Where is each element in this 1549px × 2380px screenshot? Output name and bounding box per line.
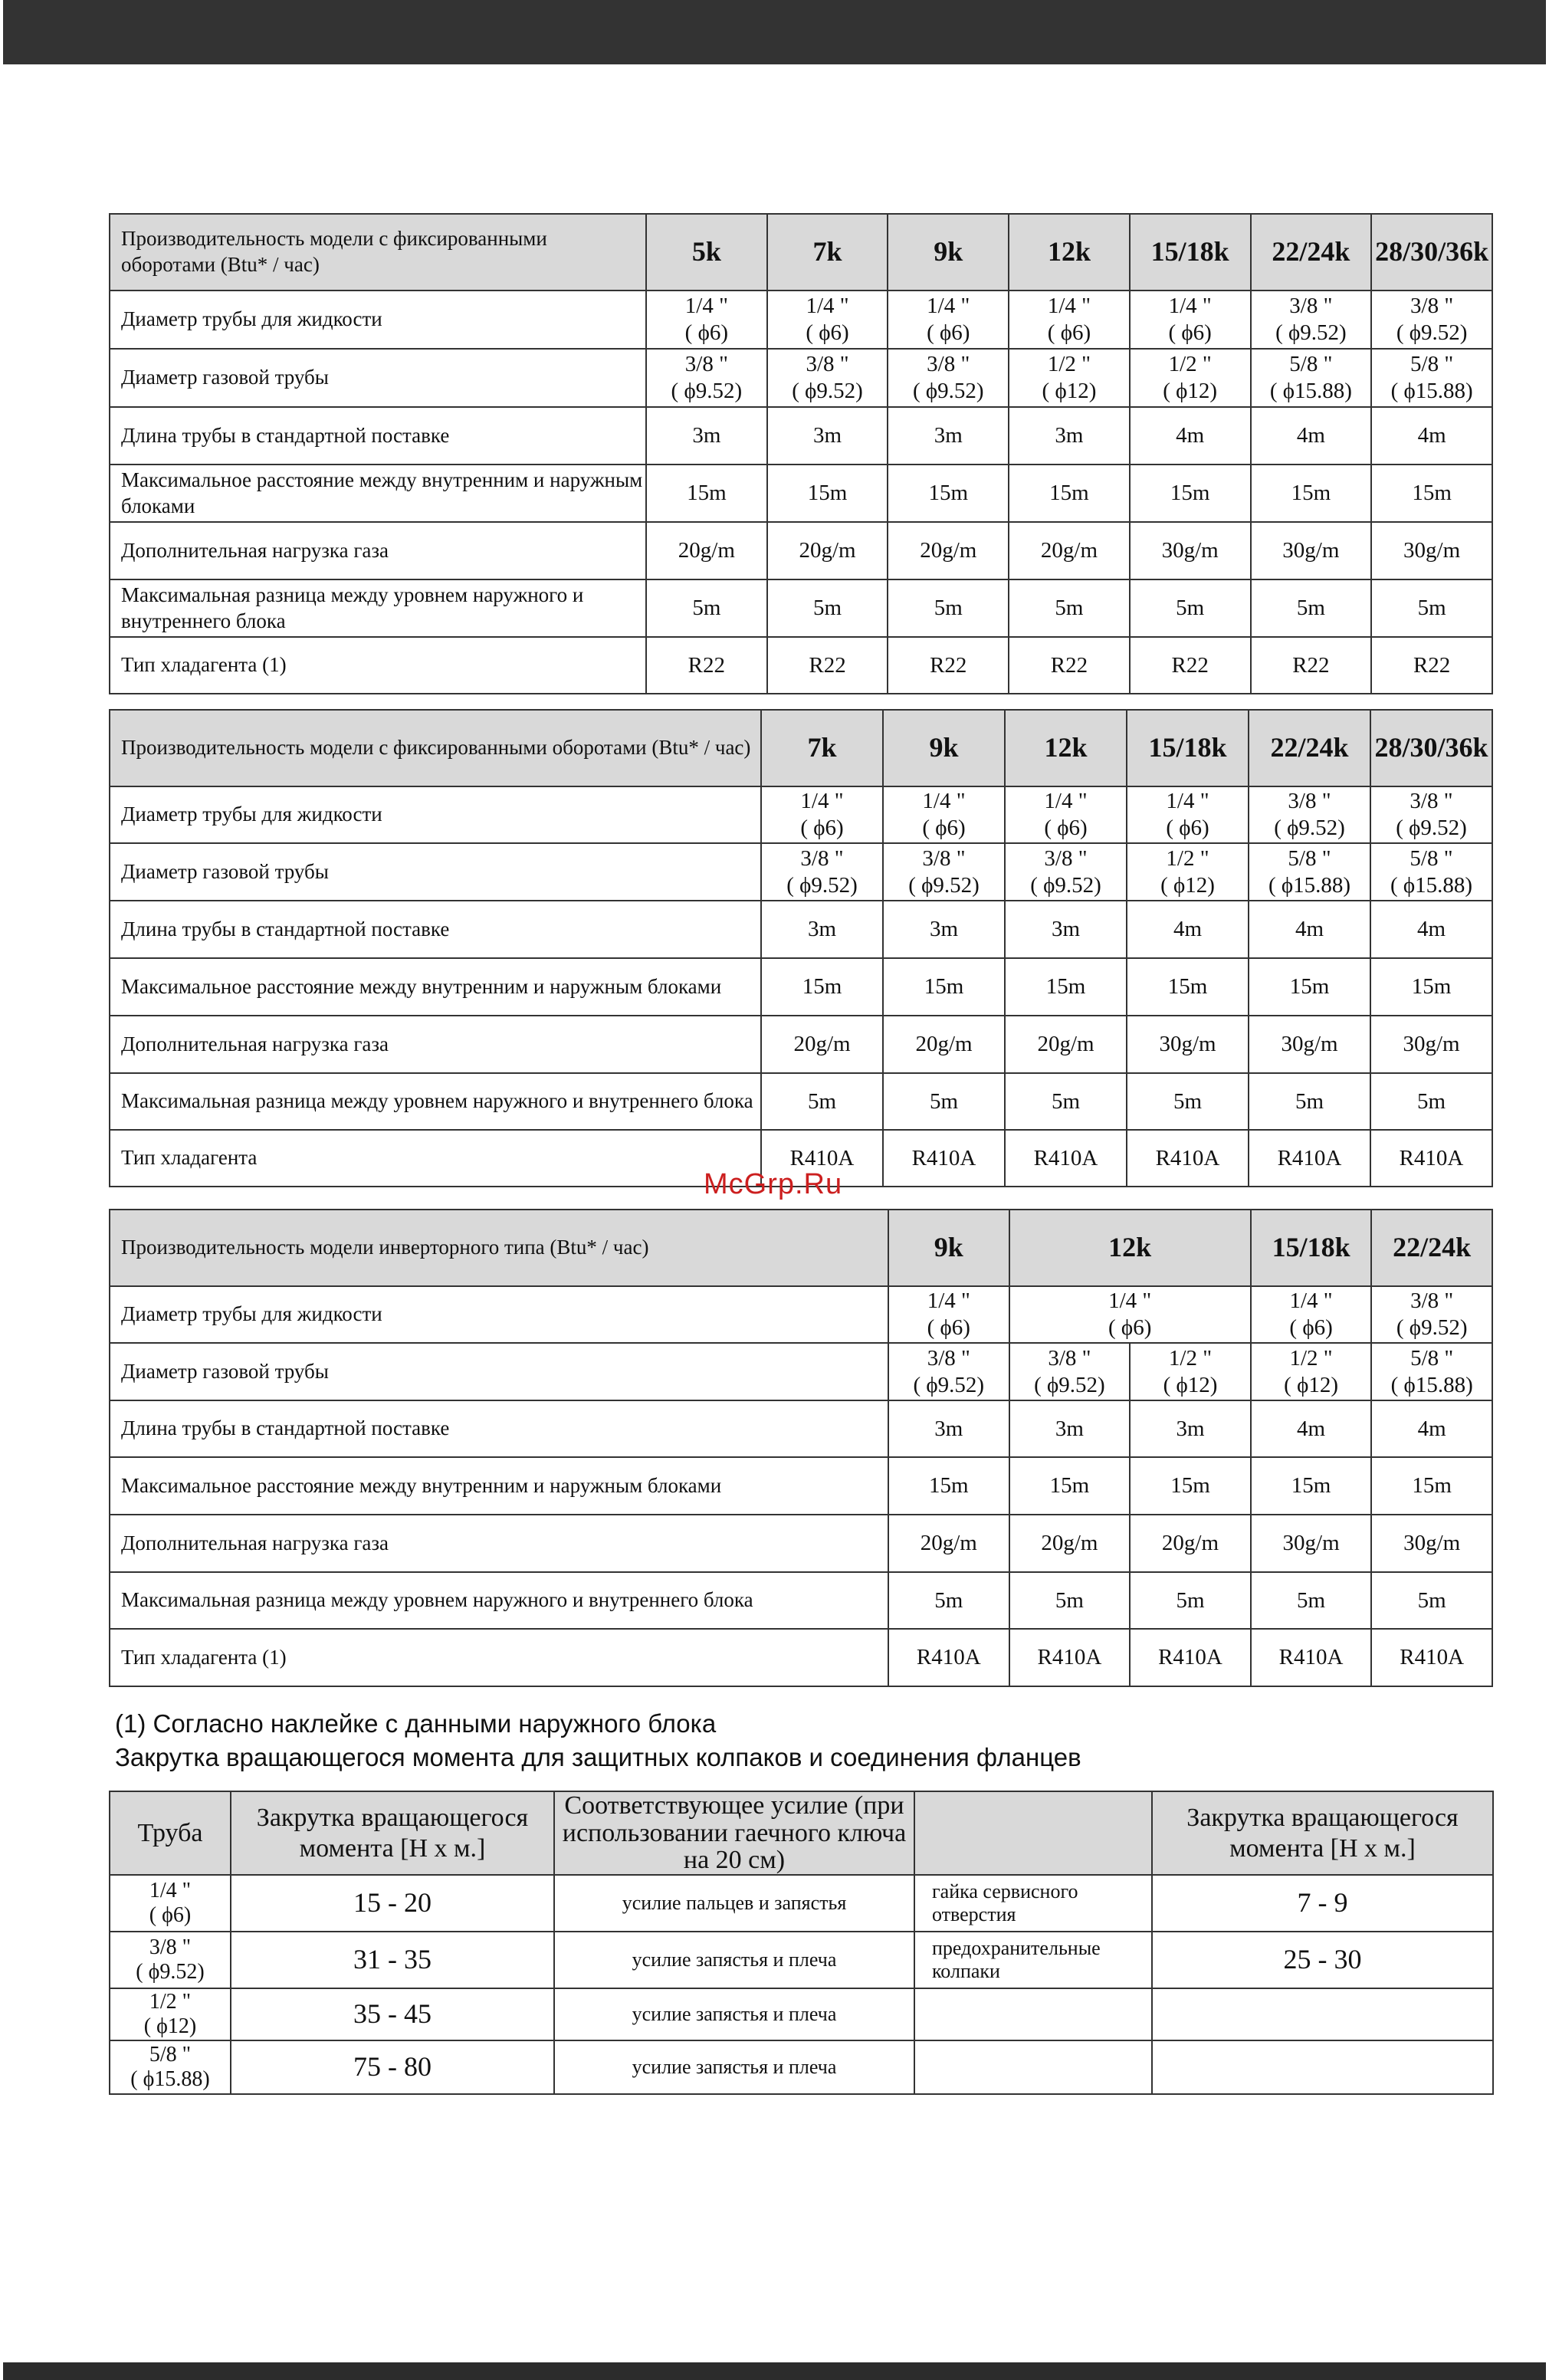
cell: R410A bbox=[1130, 1629, 1251, 1686]
model-15-18k: 15/18k bbox=[1251, 1210, 1372, 1286]
torque-value-2 bbox=[1152, 1988, 1493, 2040]
force-value: усилие пальцев и запястья bbox=[554, 1875, 914, 1932]
model-9k: 9k bbox=[888, 1210, 1009, 1286]
row-label: Дополнительная нагрузка газа bbox=[110, 1016, 761, 1073]
cell: R22 bbox=[1130, 637, 1251, 694]
cell: 3/8 " ( ϕ9.52) bbox=[1251, 291, 1372, 349]
cell: 1/4 " ( ϕ6) bbox=[1130, 291, 1251, 349]
table-row bbox=[110, 2040, 1493, 2094]
cell: 15m bbox=[888, 1457, 1009, 1515]
table-header-row bbox=[110, 214, 1492, 291]
cell: 20g/m bbox=[1009, 1515, 1131, 1572]
model-12k: 12k bbox=[1009, 214, 1130, 291]
row-label: Диаметр газовой трубы bbox=[110, 1343, 888, 1400]
table-row bbox=[110, 637, 1492, 694]
row-label: Длина трубы в стандартной поставке bbox=[110, 1400, 888, 1457]
row-label: Тип хладагента bbox=[110, 1130, 761, 1187]
force-value: усилие запястья и плеча bbox=[554, 1932, 914, 1988]
cell: 3m bbox=[1009, 1400, 1131, 1457]
cell: 3/8 " ( ϕ9.52) bbox=[1371, 291, 1492, 349]
model-22-24k: 22/24k bbox=[1251, 214, 1372, 291]
cell: 4m bbox=[1127, 901, 1249, 958]
row-label: Максимальное расстояние между внутренним и наружным блоками bbox=[110, 958, 761, 1016]
cell: 3/8 " ( ϕ9.52) bbox=[888, 349, 1009, 407]
cell: 1/4 " ( ϕ6) bbox=[1251, 1286, 1372, 1343]
cell: R22 bbox=[1251, 637, 1372, 694]
table-row bbox=[110, 843, 1492, 901]
table-row bbox=[110, 1932, 1493, 1988]
cell: 3m bbox=[1005, 901, 1127, 958]
row-label: Максимальное расстояние между внутренним и наружным блоками bbox=[110, 465, 646, 522]
torque-value-2 bbox=[1152, 2040, 1493, 2094]
cell: 3/8 " ( ϕ9.52) bbox=[1005, 843, 1127, 901]
torque-value-2: 25 - 30 bbox=[1152, 1932, 1493, 1988]
cell: 3m bbox=[883, 901, 1005, 958]
cell: 15m bbox=[1009, 465, 1130, 522]
cell: 30g/m bbox=[1249, 1016, 1370, 1073]
pipe-size: 1/2 " ( ϕ12) bbox=[110, 1988, 231, 2040]
cell: 15m bbox=[1130, 1457, 1251, 1515]
table-row bbox=[110, 465, 1492, 522]
cell: 15m bbox=[1009, 1457, 1131, 1515]
cell: 15m bbox=[1005, 958, 1127, 1016]
pipe-size: 1/4 " ( ϕ6) bbox=[110, 1875, 231, 1932]
cell: 5m bbox=[1009, 579, 1130, 637]
cell: 5m bbox=[1370, 1073, 1492, 1130]
cell: 15m bbox=[1371, 1457, 1492, 1515]
cell: 1/4 " ( ϕ6) bbox=[761, 786, 883, 843]
cell: R410A bbox=[1370, 1130, 1492, 1187]
cell: 1/4 " ( ϕ6) bbox=[888, 1286, 1009, 1343]
pipe-size: 5/8 " ( ϕ15.88) bbox=[110, 2040, 231, 2094]
cell: 3m bbox=[888, 407, 1009, 465]
table-row bbox=[110, 579, 1492, 637]
torque-value: 35 - 45 bbox=[231, 1988, 554, 2040]
cell: 3/8 " ( ϕ9.52) bbox=[888, 1343, 1009, 1400]
pipe-size: 3/8 " ( ϕ9.52) bbox=[110, 1932, 231, 1988]
model-12k: 12k bbox=[1005, 710, 1127, 786]
cell: 5/8 " ( ϕ15.88) bbox=[1249, 843, 1370, 901]
cell: R410A bbox=[1371, 1629, 1492, 1686]
cell: 5m bbox=[888, 579, 1009, 637]
cell: R410A bbox=[888, 1629, 1009, 1686]
cell: 5m bbox=[1251, 579, 1372, 637]
cell: 3/8 " ( ϕ9.52) bbox=[1249, 786, 1370, 843]
cell: 5m bbox=[1251, 1572, 1372, 1629]
cell: 20g/m bbox=[761, 1016, 883, 1073]
row-label: Тип хладагента (1) bbox=[110, 1629, 888, 1686]
cell: R22 bbox=[1009, 637, 1130, 694]
header-torque: Закрутка вращающегося момента [Н х м.] bbox=[231, 1791, 554, 1875]
cell: 1/2 " ( ϕ12) bbox=[1130, 1343, 1251, 1400]
torque-value-2: 7 - 9 bbox=[1152, 1875, 1493, 1932]
table-row bbox=[110, 1286, 1492, 1343]
cell: 20g/m bbox=[1009, 522, 1130, 579]
row-label: Дополнительная нагрузка газа bbox=[110, 522, 646, 579]
cell: 5m bbox=[1009, 1572, 1131, 1629]
cell: R410A bbox=[761, 1130, 883, 1187]
cell: 3m bbox=[888, 1400, 1009, 1457]
model-9k: 9k bbox=[888, 214, 1009, 291]
cell: R410A bbox=[1127, 1130, 1249, 1187]
cell: R410A bbox=[1005, 1130, 1127, 1187]
spec-table-fixed-r410a bbox=[109, 709, 1493, 1187]
torque-value: 75 - 80 bbox=[231, 2040, 554, 2094]
cell: 3m bbox=[767, 407, 888, 465]
cell: 1/4 " ( ϕ6) bbox=[1009, 1286, 1251, 1343]
cell: 4m bbox=[1249, 901, 1370, 958]
cell: 3m bbox=[761, 901, 883, 958]
cell: 20g/m bbox=[888, 1515, 1009, 1572]
cell: R22 bbox=[646, 637, 767, 694]
cell: 30g/m bbox=[1371, 1515, 1492, 1572]
cell: 4m bbox=[1130, 407, 1251, 465]
cell: 30g/m bbox=[1371, 522, 1492, 579]
cell: 3/8 " ( ϕ9.52) bbox=[767, 349, 888, 407]
cell: 5m bbox=[646, 579, 767, 637]
cell: 5m bbox=[1005, 1073, 1127, 1130]
cell: 4m bbox=[1371, 1400, 1492, 1457]
cell: 5m bbox=[1130, 1572, 1251, 1629]
force-value: усилие запястья и плеча bbox=[554, 1988, 914, 2040]
table-header-row bbox=[110, 710, 1492, 786]
watermark: McGrp.Ru bbox=[704, 1168, 843, 1200]
cell: R22 bbox=[888, 637, 1009, 694]
cell: 30g/m bbox=[1370, 1016, 1492, 1073]
table-row bbox=[110, 1343, 1492, 1400]
table-row bbox=[110, 291, 1492, 349]
cell: R410A bbox=[883, 1130, 1005, 1187]
torque-header-row bbox=[110, 1791, 1493, 1875]
model-15-18k: 15/18k bbox=[1130, 214, 1251, 291]
cell: 1/4 " ( ϕ6) bbox=[767, 291, 888, 349]
model-12k: 12k bbox=[1009, 1210, 1251, 1286]
cell: 5m bbox=[767, 579, 888, 637]
header-label: Производительность модели инверторного типа (Btu* / час) bbox=[110, 1210, 888, 1286]
cell: 15m bbox=[1251, 465, 1372, 522]
header-torque-2: Закрутка вращающегося момента [Н х м.] bbox=[1152, 1791, 1493, 1875]
header-part bbox=[914, 1791, 1152, 1875]
table-row bbox=[110, 1988, 1493, 2040]
cell: 4m bbox=[1251, 407, 1372, 465]
cell: 1/2 " ( ϕ12) bbox=[1251, 1343, 1372, 1400]
cell: 5/8 " ( ϕ15.88) bbox=[1370, 843, 1492, 901]
cell: R22 bbox=[767, 637, 888, 694]
torque-value: 15 - 20 bbox=[231, 1875, 554, 1932]
cell: 5/8 " ( ϕ15.88) bbox=[1371, 349, 1492, 407]
row-label: Диаметр трубы для жидкости bbox=[110, 786, 761, 843]
cell: 1/2 " ( ϕ12) bbox=[1009, 349, 1130, 407]
cell: 3/8 " ( ϕ9.52) bbox=[883, 843, 1005, 901]
cell: 20g/m bbox=[1005, 1016, 1127, 1073]
row-label: Максимальная разница между уровнем наружного и внутреннего блока bbox=[110, 1572, 888, 1629]
table-row bbox=[110, 1515, 1492, 1572]
torque-value: 31 - 35 bbox=[231, 1932, 554, 1988]
torque-table bbox=[109, 1791, 1494, 2095]
cell: 4m bbox=[1370, 901, 1492, 958]
row-label: Максимальная разница между уровнем наружного и внутреннего блока bbox=[110, 1073, 761, 1130]
torque-section-title: Закрутка вращающегося момента для защитных колпаков и соединения фланцев bbox=[115, 1743, 1081, 1771]
header-force: Соответствующее усилие (при использовании гаечного ключа на 20 см) bbox=[554, 1791, 914, 1875]
cell: 3/8 " ( ϕ9.52) bbox=[1371, 1286, 1492, 1343]
row-label: Диаметр трубы для жидкости bbox=[110, 1286, 888, 1343]
cell: 15m bbox=[646, 465, 767, 522]
cell: 5m bbox=[1371, 579, 1492, 637]
cell: 5m bbox=[1371, 1572, 1492, 1629]
row-label: Тип хладагента (1) bbox=[110, 637, 646, 694]
cell: 3m bbox=[1009, 407, 1130, 465]
table-row bbox=[110, 901, 1492, 958]
table-row bbox=[110, 1016, 1492, 1073]
cell: 30g/m bbox=[1251, 1515, 1372, 1572]
cell: 15m bbox=[1127, 958, 1249, 1016]
cell: 20g/m bbox=[883, 1016, 1005, 1073]
cell: 1/4 " ( ϕ6) bbox=[883, 786, 1005, 843]
cell: 5m bbox=[1249, 1073, 1370, 1130]
part-name bbox=[914, 2040, 1152, 2094]
cell: R410A bbox=[1249, 1130, 1370, 1187]
cell: R410A bbox=[1251, 1629, 1372, 1686]
model-28-30-36k: 28/30/36k bbox=[1370, 710, 1492, 786]
table-row bbox=[110, 958, 1492, 1016]
cell: 1/2 " ( ϕ12) bbox=[1130, 349, 1251, 407]
row-label: Длина трубы в стандартной поставке bbox=[110, 901, 761, 958]
model-7k: 7k bbox=[761, 710, 883, 786]
part-name: предохранительные колпаки bbox=[914, 1932, 1152, 1988]
cell: 20g/m bbox=[767, 522, 888, 579]
force-value: усилие запястья и плеча bbox=[554, 2040, 914, 2094]
table-header-row bbox=[110, 1210, 1492, 1286]
cell: 20g/m bbox=[888, 522, 1009, 579]
model-5k: 5k bbox=[646, 214, 767, 291]
cell: 1/4 " ( ϕ6) bbox=[1009, 291, 1130, 349]
header-label: Производительность модели с фиксированными оборотами (Btu* / час) bbox=[110, 710, 761, 786]
table-row bbox=[110, 1400, 1492, 1457]
table-row bbox=[110, 1629, 1492, 1686]
part-name: гайка сервисного отверстия bbox=[914, 1875, 1152, 1932]
model-22-24k: 22/24k bbox=[1371, 1210, 1492, 1286]
row-label: Дополнительная нагрузка газа bbox=[110, 1515, 888, 1572]
table-row bbox=[110, 1073, 1492, 1130]
cell: 1/4 " ( ϕ6) bbox=[888, 291, 1009, 349]
cell: 20g/m bbox=[1130, 1515, 1251, 1572]
cell: 1/4 " ( ϕ6) bbox=[1127, 786, 1249, 843]
model-28-30-36k: 28/30/36k bbox=[1371, 214, 1492, 291]
table-row bbox=[110, 522, 1492, 579]
cell: 30g/m bbox=[1251, 522, 1372, 579]
cell: 4m bbox=[1371, 407, 1492, 465]
cell: 1/4 " ( ϕ6) bbox=[1005, 786, 1127, 843]
cell: 15m bbox=[1251, 1457, 1372, 1515]
cell: 5m bbox=[1130, 579, 1251, 637]
row-label: Диаметр трубы для жидкости bbox=[110, 291, 646, 349]
model-9k: 9k bbox=[883, 710, 1005, 786]
cell: R410A bbox=[1009, 1629, 1131, 1686]
header-label: Производительность модели с фиксированными оборотами (Btu* / час) bbox=[110, 214, 646, 291]
cell: 30g/m bbox=[1127, 1016, 1249, 1073]
cell: R22 bbox=[1371, 637, 1492, 694]
row-label: Диаметр газовой трубы bbox=[110, 843, 761, 901]
cell: 5/8 " ( ϕ15.88) bbox=[1251, 349, 1372, 407]
cell: 1/2 " ( ϕ12) bbox=[1127, 843, 1249, 901]
row-label: Длина трубы в стандартной поставке bbox=[110, 407, 646, 465]
cell: 1/4 " ( ϕ6) bbox=[646, 291, 767, 349]
footnote: (1) Согласно наклейке с данными наружного блока bbox=[115, 1709, 717, 1738]
part-name bbox=[914, 1988, 1152, 2040]
cell: 15m bbox=[761, 958, 883, 1016]
table-row bbox=[110, 1457, 1492, 1515]
model-7k: 7k bbox=[767, 214, 888, 291]
table-row bbox=[110, 1572, 1492, 1629]
cell: 5m bbox=[883, 1073, 1005, 1130]
spec-table-inverter bbox=[109, 1209, 1493, 1687]
row-label: Диаметр газовой трубы bbox=[110, 349, 646, 407]
table-row bbox=[110, 786, 1492, 843]
cell: 5m bbox=[761, 1073, 883, 1130]
cell: 15m bbox=[1370, 958, 1492, 1016]
cell: 3/8 " ( ϕ9.52) bbox=[1009, 1343, 1131, 1400]
cell: 15m bbox=[1130, 465, 1251, 522]
cell: 3/8 " ( ϕ9.52) bbox=[761, 843, 883, 901]
cell: 15m bbox=[1249, 958, 1370, 1016]
cell: 15m bbox=[888, 465, 1009, 522]
cell: 15m bbox=[1371, 465, 1492, 522]
cell: 20g/m bbox=[646, 522, 767, 579]
model-15-18k: 15/18k bbox=[1127, 710, 1249, 786]
cell: 5/8 " ( ϕ15.88) bbox=[1371, 1343, 1492, 1400]
top-bar bbox=[3, 0, 1546, 64]
cell: 30g/m bbox=[1130, 522, 1251, 579]
spec-table-fixed-r22 bbox=[109, 213, 1493, 694]
table-row bbox=[110, 407, 1492, 465]
row-label: Максимальное расстояние между внутренним и наружным блоками bbox=[110, 1457, 888, 1515]
table-row bbox=[110, 349, 1492, 407]
cell: 15m bbox=[883, 958, 1005, 1016]
table-row bbox=[110, 1875, 1493, 1932]
cell: 3m bbox=[646, 407, 767, 465]
cell: 3/8 " ( ϕ9.52) bbox=[1370, 786, 1492, 843]
cell: 3m bbox=[1130, 1400, 1251, 1457]
header-pipe: Труба bbox=[110, 1791, 231, 1875]
cell: 5m bbox=[1127, 1073, 1249, 1130]
model-22-24k: 22/24k bbox=[1249, 710, 1370, 786]
cell: 4m bbox=[1251, 1400, 1372, 1457]
cell: 3/8 " ( ϕ9.52) bbox=[646, 349, 767, 407]
bottom-bar bbox=[3, 2362, 1546, 2380]
row-label: Максимальная разница между уровнем наружного и внутреннего блока bbox=[110, 579, 646, 637]
cell: 15m bbox=[767, 465, 888, 522]
cell: 5m bbox=[888, 1572, 1009, 1629]
